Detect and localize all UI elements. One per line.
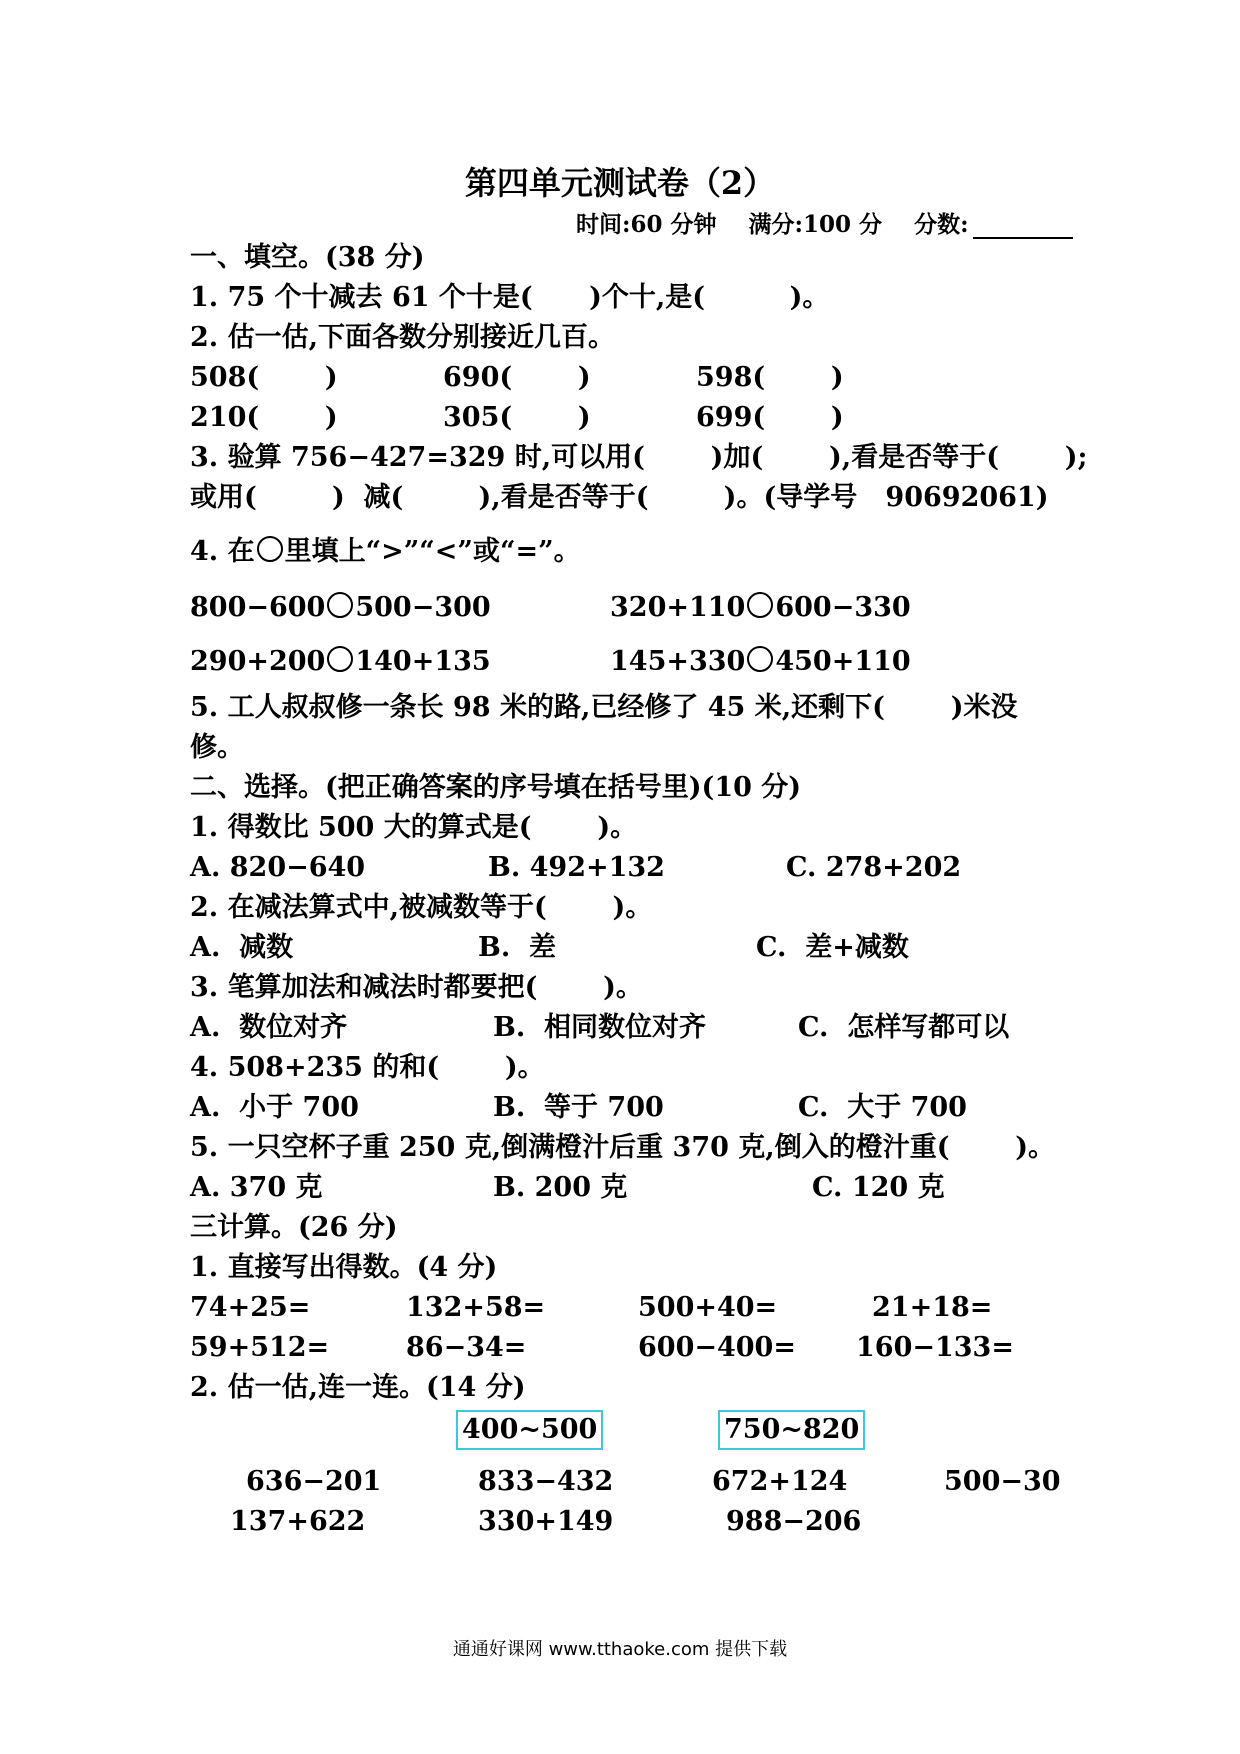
calc-item: 86−34= bbox=[406, 1332, 527, 1363]
estimate-item[interactable]: 672+124 bbox=[712, 1466, 848, 1497]
score-label: 分数: bbox=[914, 211, 969, 238]
circle-icon bbox=[257, 536, 283, 562]
compare-circle[interactable] bbox=[747, 592, 773, 618]
compare-circle[interactable] bbox=[327, 592, 353, 618]
option-a: A. 小于 700 bbox=[190, 1092, 359, 1123]
option-a: A. 数位对齐 bbox=[190, 1012, 348, 1043]
compare-left: 800−600 bbox=[190, 592, 326, 623]
option-c: C. 278+202 bbox=[786, 852, 962, 883]
range-box[interactable]: 400~500 bbox=[456, 1410, 603, 1450]
s2-q5: 5. 一只空杯子重 250 克,倒满橙汁后重 370 克,倒入的橙汁重( )。 bbox=[190, 1132, 1056, 1163]
s2-q4: 4. 508+235 的和( )。 bbox=[190, 1052, 545, 1083]
calc-item: 160−133= bbox=[856, 1332, 1014, 1363]
option-a: A. 370 克 bbox=[190, 1172, 323, 1203]
compare-item bbox=[610, 646, 911, 675]
option-b: B. 相同数位对齐 bbox=[493, 1012, 707, 1043]
estimate-item[interactable]: 636−201 bbox=[246, 1466, 382, 1497]
s1-q4-suffix: 里填上“>”“<”或“=”。 bbox=[284, 536, 581, 567]
s1-q2-item: 508( ) bbox=[190, 362, 338, 393]
s2-q2: 2. 在减法算式中,被减数等于( )。 bbox=[190, 892, 653, 923]
estimate-item[interactable]: 833−432 bbox=[478, 1466, 614, 1497]
estimate-item[interactable]: 500−30 bbox=[944, 1466, 1061, 1497]
s1-q3-line1: 3. 验算 756−427=329 时,可以用( )加( ),看是否等于( ); bbox=[190, 442, 1088, 473]
compare-left: 290+200 bbox=[190, 646, 326, 677]
option-a: A. 820−640 bbox=[190, 852, 366, 883]
estimate-item[interactable]: 330+149 bbox=[478, 1506, 614, 1537]
compare-right: 600−330 bbox=[775, 592, 911, 623]
full-marks: 满分:100 分 bbox=[748, 211, 883, 238]
s1-q2-item: 305( ) bbox=[443, 402, 591, 433]
compare-circle[interactable] bbox=[747, 646, 773, 672]
s1-q5-line1: 5. 工人叔叔修一条长 98 米的路,已经修了 45 米,还剩下( )米没 bbox=[190, 692, 1018, 723]
calc-item: 132+58= bbox=[406, 1292, 546, 1323]
s1-q2-item: 690( ) bbox=[443, 362, 591, 393]
section-2-heading: 二、选择。(把正确答案的序号填在括号里)(10 分) bbox=[190, 772, 802, 803]
s2-q1: 1. 得数比 500 大的算式是( )。 bbox=[190, 812, 638, 843]
option-b: B. 等于 700 bbox=[493, 1092, 664, 1123]
page-title: 第四单元测试卷（2） bbox=[464, 164, 776, 202]
compare-circle[interactable] bbox=[327, 646, 353, 672]
option-b: B. 差 bbox=[478, 932, 557, 963]
option-b: B. 200 克 bbox=[493, 1172, 628, 1203]
footer-credit: 通通好课网 www.tthaoke.com 提供下载 bbox=[452, 1639, 788, 1660]
section-1-heading: 一、填空。(38 分) bbox=[190, 242, 425, 273]
compare-right: 140+135 bbox=[355, 646, 491, 677]
compare-item bbox=[190, 592, 491, 621]
s3-q2: 2. 估一估,连一连。(14 分) bbox=[190, 1372, 526, 1403]
s2-q3: 3. 笔算加法和减法时都要把( )。 bbox=[190, 972, 643, 1003]
option-b: B. 492+132 bbox=[488, 852, 665, 883]
compare-item bbox=[610, 592, 911, 621]
calc-item: 500+40= bbox=[638, 1292, 778, 1323]
compare-left: 145+330 bbox=[610, 646, 746, 677]
section-3-heading: 三计算。(26 分) bbox=[190, 1212, 398, 1243]
calc-item: 59+512= bbox=[190, 1332, 330, 1363]
compare-item bbox=[190, 646, 491, 675]
compare-right: 500−300 bbox=[355, 592, 491, 623]
s1-q1: 1. 75 个十减去 61 个十是( )个十,是( )。 bbox=[190, 282, 830, 313]
estimate-item[interactable]: 988−206 bbox=[726, 1506, 862, 1537]
option-c: C. 怎样写都可以 bbox=[798, 1012, 1010, 1043]
exam-meta bbox=[576, 206, 1073, 239]
s1-q4-prefix: 4. 在 bbox=[190, 536, 255, 567]
s3-q1: 1. 直接写出得数。(4 分) bbox=[190, 1252, 498, 1283]
compare-left: 320+110 bbox=[610, 592, 746, 623]
estimate-item[interactable]: 137+622 bbox=[230, 1506, 366, 1537]
s1-q2-item: 699( ) bbox=[696, 402, 844, 433]
s1-q5-line2: 修。 bbox=[190, 732, 244, 763]
s1-q3-line2: 或用( ) 减( ),看是否等于( )。(导学号 90692061) bbox=[190, 482, 1049, 513]
score-blank[interactable] bbox=[973, 217, 1073, 239]
s1-q2-item: 210( ) bbox=[190, 402, 338, 433]
calc-item: 21+18= bbox=[872, 1292, 993, 1323]
calc-item: 74+25= bbox=[190, 1292, 311, 1323]
s1-q4 bbox=[190, 536, 581, 565]
range-box[interactable]: 750~820 bbox=[718, 1410, 865, 1450]
time-limit: 时间:60 分钟 bbox=[576, 211, 717, 238]
calc-item: 600−400= bbox=[638, 1332, 796, 1363]
option-c: C. 差+减数 bbox=[756, 932, 909, 963]
option-c: C. 大于 700 bbox=[798, 1092, 967, 1123]
s1-q2: 2. 估一估,下面各数分别接近几百。 bbox=[190, 322, 615, 353]
compare-right: 450+110 bbox=[775, 646, 911, 677]
option-a: A. 减数 bbox=[190, 932, 294, 963]
option-c: C. 120 克 bbox=[812, 1172, 945, 1203]
s1-q2-item: 598( ) bbox=[696, 362, 844, 393]
